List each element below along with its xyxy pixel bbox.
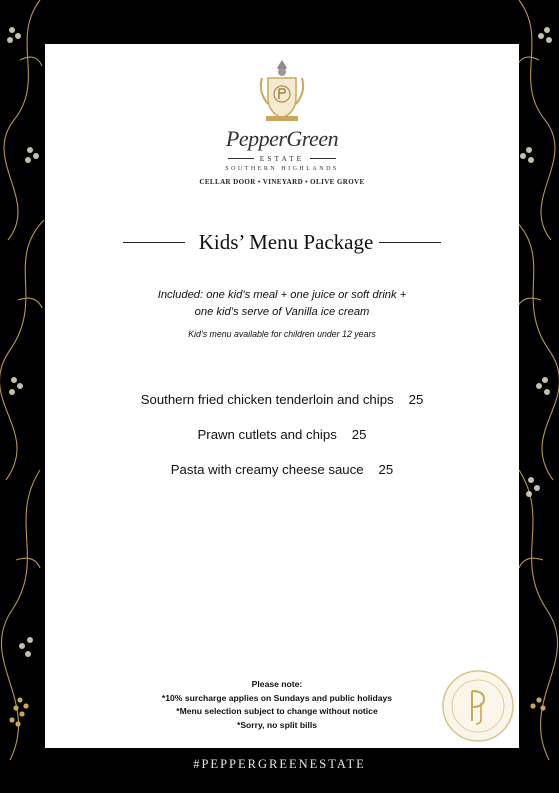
- menu-item: [45, 427, 519, 462]
- brand-name: PepperGreen: [225, 126, 339, 151]
- menu-card: [45, 44, 519, 748]
- brand-logo: [45, 56, 519, 186]
- notes-heading: Please note:: [251, 679, 303, 689]
- monogram-seal-icon: [441, 669, 515, 743]
- note-line: *Sorry, no split bills: [236, 719, 318, 730]
- page-title: Kids’ Menu Package: [198, 230, 374, 254]
- availability-note: Kid’s menu available for children under 12 years: [188, 329, 376, 339]
- included-text: [45, 287, 519, 321]
- estate-rule-left: [228, 158, 254, 159]
- menu-item-price: 25: [351, 427, 367, 442]
- menu-item: [45, 462, 519, 497]
- estate-row: [45, 154, 519, 163]
- menu-item-name: Prawn cutlets and chips: [197, 427, 337, 442]
- social-hashtag: #PEPPERGREENESTATE: [193, 757, 366, 771]
- note-line: *Menu selection subject to change without notice: [176, 706, 378, 716]
- menu-item-price: 25: [378, 462, 394, 477]
- estate-crest-icon: [256, 56, 308, 124]
- menu-item-price: 25: [408, 392, 424, 407]
- title-rule-right: [379, 242, 441, 243]
- included-line-2: one kid’s serve of Vanilla ice cream: [194, 306, 370, 318]
- menu-item-name: Pasta with creamy cheese sauce: [170, 462, 364, 477]
- region-label: SOUTHERN HIGHLANDS: [225, 166, 339, 172]
- title-rule-left: [123, 242, 185, 243]
- vine-decoration-left-icon: [0, 0, 48, 793]
- note-line: *10% surcharge applies on Sundays and public holidays: [161, 692, 393, 703]
- title-row: [45, 230, 519, 255]
- notes-section: [45, 678, 509, 732]
- menu-list: [45, 392, 519, 497]
- menu-item: [45, 392, 519, 427]
- brand-tagline: CELLAR DOOR • VINEYARD • OLIVE GROVE: [199, 178, 365, 186]
- estate-label: ESTATE: [259, 154, 305, 163]
- included-line-1: Included: one kid’s meal + one juice or soft drink +: [157, 289, 407, 301]
- estate-rule-right: [310, 158, 336, 159]
- menu-item-name: Southern fried chicken tenderloin and chips: [140, 392, 394, 407]
